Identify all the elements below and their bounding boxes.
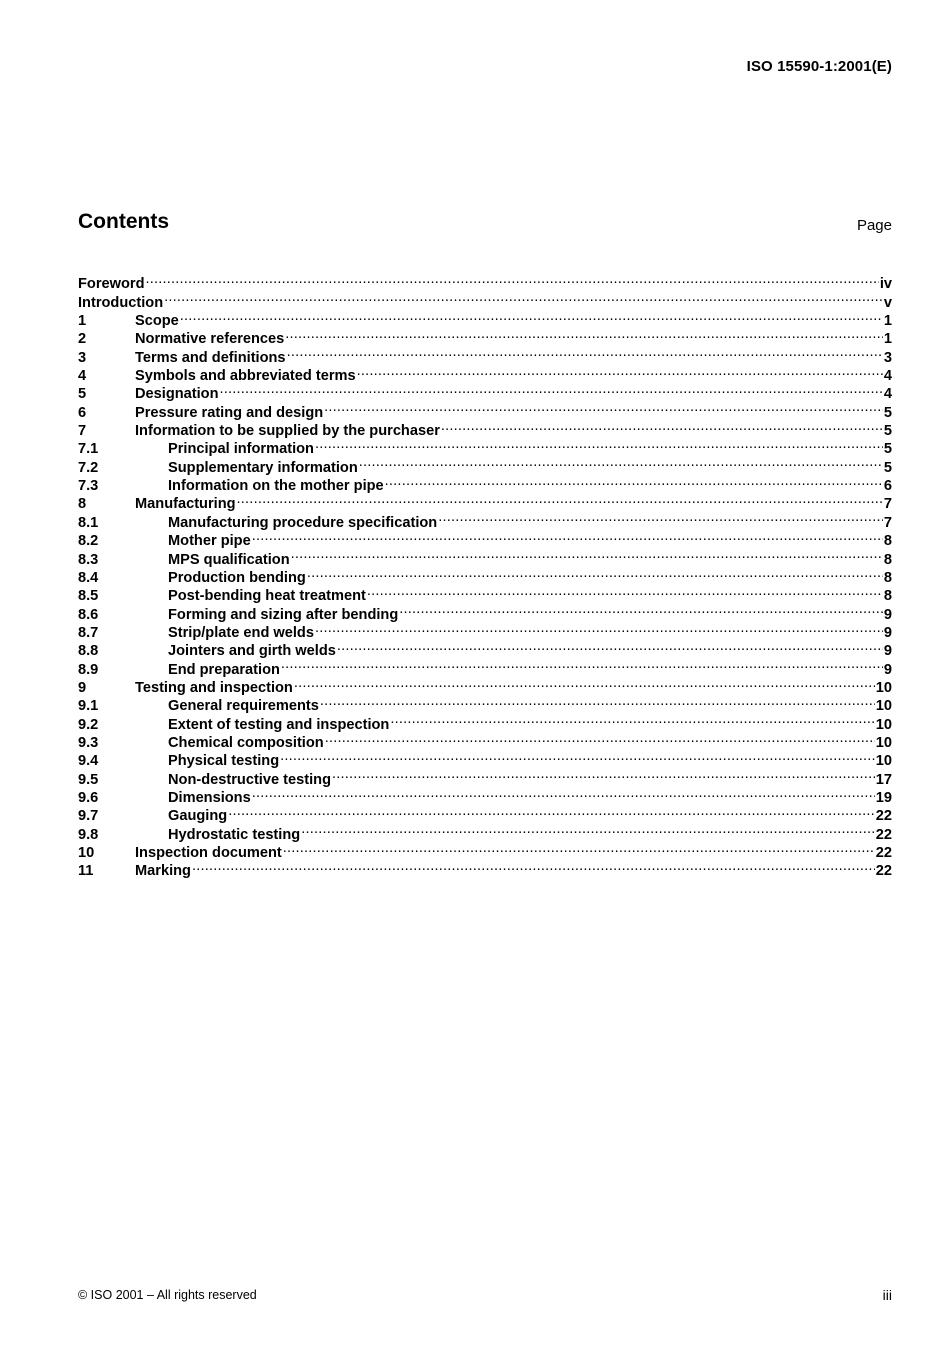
toc-dot-leader (357, 362, 883, 380)
toc-entry-title: Normative references (135, 331, 285, 348)
toc-entry-title: Dimensions (168, 789, 251, 806)
toc-entry-number: 9 (78, 679, 87, 696)
toc-entry-number: 7 (78, 423, 87, 440)
toc-dot-leader (301, 820, 875, 838)
toc-entry-title: Scope (135, 313, 179, 330)
toc-entry-title: Post-bending heat treatment (168, 588, 366, 605)
toc-entry[interactable] (78, 270, 892, 293)
toc-entry-title: Designation (135, 386, 219, 403)
toc-dot-leader (359, 453, 883, 471)
toc-entry-title: Symbols and abbreviated terms (135, 368, 356, 385)
toc-entry-title: Terms and definitions (135, 349, 286, 366)
copyright-footer: © ISO 2001 – All rights reserved (78, 1288, 257, 1302)
toc-dot-leader (441, 417, 883, 435)
toc-entry-title: End preparation (168, 661, 280, 678)
toc-dot-leader (252, 527, 883, 545)
toc-dot-leader (367, 582, 883, 600)
toc-entry-number: 1 (78, 313, 87, 330)
toc-entry-number: 9.7 (78, 808, 99, 825)
toc-dot-leader (294, 674, 875, 692)
toc-entry-number: 4 (78, 368, 87, 385)
toc-entry-number: 8.8 (78, 643, 99, 660)
toc-entry-page: 8 (883, 533, 892, 550)
toc-entry-page: 4 (883, 368, 892, 385)
toc-entry[interactable] (78, 288, 892, 311)
toc-dot-leader (285, 325, 883, 343)
toc-entry-page: 22 (875, 845, 892, 861)
toc-dot-leader (281, 655, 883, 673)
toc-entry-page: 8 (883, 588, 892, 605)
table-of-contents (78, 270, 892, 880)
toc-entry-page: 10 (875, 698, 892, 715)
toc-entry-page: 9 (883, 661, 892, 678)
toc-entry-number: 8.5 (78, 588, 99, 605)
toc-dot-leader (280, 747, 875, 765)
toc-entry-page: 3 (883, 349, 892, 366)
toc-entry-page: 10 (875, 679, 892, 696)
toc-entry-title: Physical testing (168, 753, 280, 770)
document-id-header: ISO 15590-1:2001(E) (746, 58, 892, 75)
contents-heading: Contents (78, 210, 169, 233)
toc-entry-number: 7.1 (78, 441, 99, 458)
toc-entry-title: Marking (135, 863, 191, 880)
toc-entry-page: 5 (883, 459, 892, 476)
toc-entry-number: 10 (78, 845, 95, 861)
toc-entry-number: 9.2 (78, 716, 99, 733)
toc-entry-page: 5 (883, 404, 892, 421)
toc-entry-title: Production bending (168, 569, 306, 586)
toc-entry-page: 5 (883, 423, 892, 440)
toc-dot-leader (237, 490, 883, 508)
toc-entry[interactable] (78, 325, 892, 348)
toc-entry-title: Supplementary information (168, 459, 358, 476)
toc-dot-leader (287, 343, 883, 361)
toc-entry[interactable] (78, 307, 892, 330)
toc-entry-page: 9 (883, 643, 892, 660)
toc-entry-title: Manufacturing (135, 496, 236, 513)
toc-entry-number: 5 (78, 386, 87, 403)
toc-entry-page: 10 (875, 734, 892, 751)
toc-entry-title: Extent of testing and inspection (168, 716, 390, 733)
toc-entry-page: 7 (883, 514, 892, 531)
toc-dot-leader (390, 710, 874, 728)
toc-entry-number: 11 (78, 863, 94, 880)
toc-entry-title: Jointers and girth welds (168, 643, 336, 660)
toc-entry-number: 9.5 (78, 771, 99, 788)
toc-entry-page: 8 (883, 551, 892, 568)
toc-entry-page: 9 (883, 624, 892, 641)
toc-entry-title: Mother pipe (168, 533, 251, 550)
toc-dot-leader (385, 472, 883, 490)
toc-entry-number: 7.2 (78, 459, 99, 476)
toc-entry-number: 9.6 (78, 789, 99, 806)
toc-entry-title: Hydrostatic testing (168, 826, 301, 843)
toc-entry-title: Principal information (168, 441, 314, 458)
toc-entry-page: 10 (875, 716, 892, 733)
page-column-label: Page (856, 217, 892, 234)
toc-dot-leader (291, 545, 883, 563)
toc-entry-page: 22 (875, 863, 892, 880)
toc-entry-title: Testing and inspection (135, 679, 293, 696)
toc-entry-number: 6 (78, 404, 87, 421)
toc-entry-page: 5 (883, 441, 892, 458)
toc-dot-leader (283, 839, 875, 857)
toc-dot-leader (325, 729, 875, 747)
toc-dot-leader (228, 802, 875, 820)
toc-entry-page: 4 (883, 386, 892, 403)
toc-entry-number: 9.4 (78, 753, 99, 770)
toc-entry-page: 19 (875, 789, 892, 806)
toc-entry-title: Strip/plate end welds (168, 624, 314, 641)
toc-entry-page: 8 (883, 569, 892, 586)
toc-dot-leader (252, 784, 875, 802)
toc-entry-number: 8.9 (78, 661, 99, 678)
toc-entry-number: 9.8 (78, 826, 99, 843)
toc-entry-number: 3 (78, 349, 87, 366)
toc-entry-title: Foreword (78, 276, 145, 293)
toc-dot-leader (315, 435, 883, 453)
toc-entry-page: 7 (883, 496, 892, 513)
toc-entry-number: 8.4 (78, 569, 99, 586)
toc-entry-page: 1 (883, 331, 892, 348)
toc-dot-leader (307, 564, 883, 582)
toc-dot-leader (220, 380, 883, 398)
toc-entry-title: Non-destructive testing (168, 771, 331, 788)
toc-entry-page: 22 (875, 826, 892, 843)
toc-entry-page: 9 (883, 606, 892, 623)
toc-entry-page: 10 (875, 753, 892, 770)
toc-dot-leader (332, 765, 875, 783)
toc-entry-title: Inspection document (135, 845, 282, 861)
toc-dot-leader (337, 637, 883, 655)
toc-entry-page: 6 (883, 478, 892, 495)
toc-entry-title: Information to be supplied by the purchaser (135, 423, 440, 440)
toc-entry-title: Pressure rating and design (135, 404, 324, 421)
toc-entry-title: Information on the mother pipe (168, 478, 384, 495)
toc-dot-leader (315, 619, 883, 637)
toc-dot-leader (438, 508, 883, 526)
toc-entry-page: 17 (875, 771, 892, 788)
page-number: iii (882, 1287, 892, 1303)
toc-entry-page: 1 (883, 313, 892, 330)
toc-entry-number: 8.3 (78, 551, 99, 568)
toc-entry-number: 9.1 (78, 698, 99, 715)
toc-entry-page: iv (879, 276, 892, 293)
toc-entry-title: Introduction (78, 294, 164, 311)
toc-dot-leader (145, 270, 878, 288)
toc-entry-number: 2 (78, 331, 87, 348)
toc-entry-page: 22 (875, 808, 892, 825)
toc-entry-title: General requirements (168, 698, 319, 715)
toc-entry-number: 8.7 (78, 624, 99, 641)
toc-entry-title: Manufacturing procedure specification (168, 514, 438, 531)
toc-dot-leader (164, 288, 883, 306)
toc-entry-number: 9.3 (78, 734, 99, 751)
toc-dot-leader (192, 857, 875, 875)
toc-entry-number: 8.6 (78, 606, 99, 623)
toc-entry-title: Gauging (168, 808, 228, 825)
toc-entry-title: Chemical composition (168, 734, 324, 751)
toc-dot-leader (320, 692, 875, 710)
toc-entry-page: v (883, 294, 892, 311)
toc-entry-title: Forming and sizing after bending (168, 606, 399, 623)
toc-entry[interactable] (78, 857, 892, 880)
toc-entry-number: 7.3 (78, 478, 99, 495)
toc-entry-title: MPS qualification (168, 551, 290, 568)
toc-entry-number: 8.2 (78, 533, 99, 550)
toc-dot-leader (180, 307, 883, 325)
toc-dot-leader (399, 600, 883, 618)
toc-entry-number: 8.1 (78, 514, 99, 531)
toc-entry-number: 8 (78, 496, 87, 513)
toc-dot-leader (324, 398, 883, 416)
